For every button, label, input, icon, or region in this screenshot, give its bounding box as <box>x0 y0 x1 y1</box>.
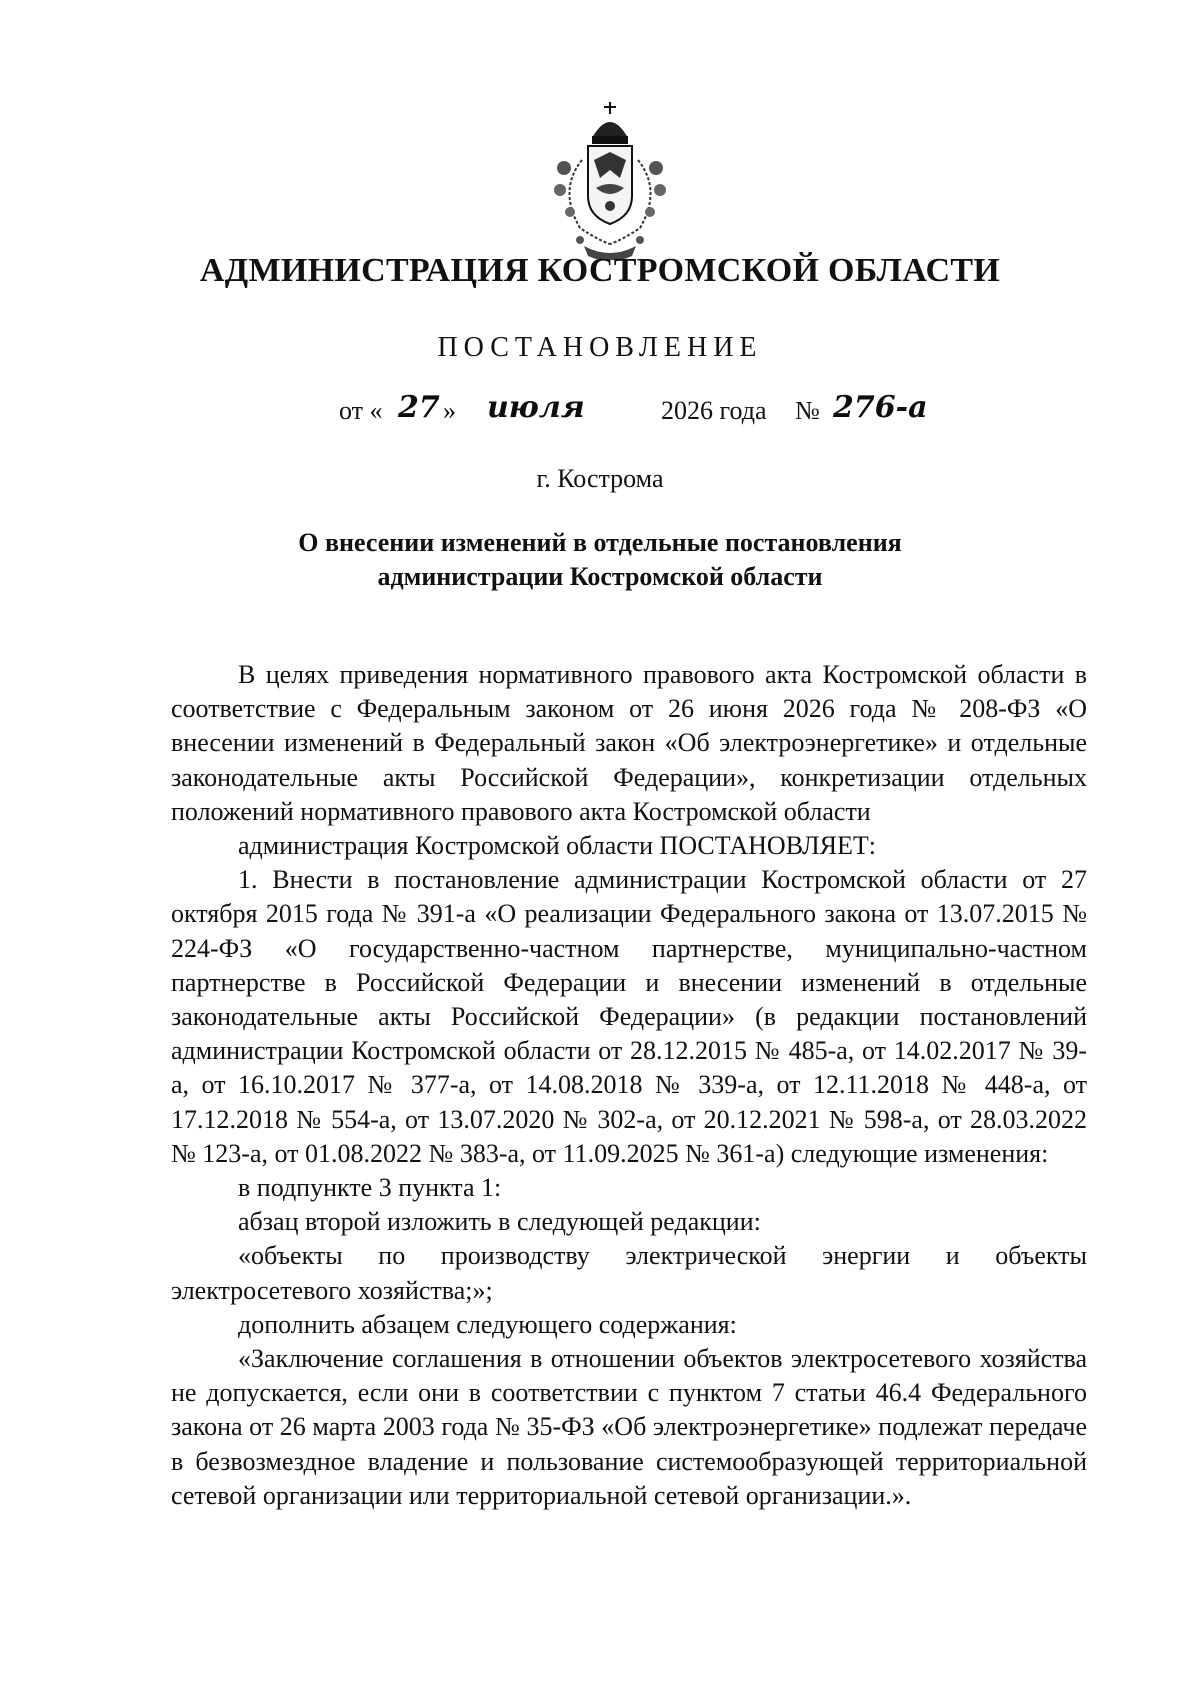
kostroma-coat-of-arms-icon <box>540 100 680 260</box>
body-paragraph: «объекты по производству электрической энергии и объекты электросетевого хозяйства;»; <box>171 1241 1087 1305</box>
body-paragraph: администрация Костромской области ПОСТАНОВЛЯЕТ: <box>238 831 877 861</box>
title-line-1: О внесении изменений в отдельные постановления <box>298 528 902 557</box>
body-paragraph: В целях приведения нормативного правового акта Костромской области в соответствие с Федеральным законом от 26 июня 2026 года № 208-ФЗ «О внесении изменений в Федеральный закон «Об электроэнергетике» и отдельные законодательные акты Российской Федерации», конкретизации отдельных положений нормативного правового акта Костромской области <box>171 660 1087 826</box>
body-paragraph: в подпункте 3 пункта 1: <box>238 1173 502 1203</box>
title-line-2: администрации Костромской области <box>377 562 823 591</box>
document-title <box>200 526 1000 594</box>
body-paragraph: абзац второй изложить в следующей редакции: <box>238 1207 761 1237</box>
organization-name: АДМИНИСТРАЦИЯ КОСТРОМСКОЙ ОБЛАСТИ <box>199 252 1001 289</box>
date-year: 2026 года <box>661 396 767 425</box>
body-paragraph: дополнить абзацем следующего содержания: <box>238 1309 737 1339</box>
date-prefix: от « <box>339 396 383 425</box>
document-type: ПОСТАНОВЛЕНИЕ <box>437 332 763 363</box>
date-day-handwritten: 27 <box>398 390 440 425</box>
number-label: № <box>795 396 820 425</box>
body-paragraph: 1. Внести в постановление администрации Костромской области от 27 октября 2015 года № 391-а «О реализации Федерального закона от 13.07.2015 № 224-ФЗ «О государственно-частном партнерстве, муниципально-частном партнерстве в Российской Федерации и внесении изменений в отдельные законодательные акты Российской Федерации» (в редакции постановлений администрации Костромской области от 28.12.2015 № 485-а, от 14.02.2017 № 39-а, от 16.10.2017 № 377-а, от 14.08.2018 № 339-а, от 12.11.2018 № 448-а, от 17.12.2018 № 554-а, от 13.07.2020 № 302-а, от 20.12.2021 № 598-а, от 28.03.2022 № 123-а, от 01.08.2022 № 383-а, от 11.09.2025 № 361-а) следующие изменения: <box>171 865 1087 1168</box>
document-number-handwritten: 276-а <box>833 390 928 425</box>
date-line <box>0 390 1200 440</box>
date-day-close-quote: » <box>443 396 456 425</box>
document-body <box>171 658 1087 1513</box>
body-paragraph: «Заключение соглашения в отношении объектов электросетевого хозяйства не допускается, если они в соответствии с пунктом 7 статьи 46.4 Федерального закона от 26 марта 2003 года № 35-ФЗ «Об электроэнергетике» подлежат передаче в безвозмездное владение и пользование системообразующей территориальной сетевой организации или территориальной сетевой организации.». <box>171 1344 1087 1510</box>
date-month-handwritten: июля <box>487 390 585 425</box>
city-line: г. Кострома <box>536 464 664 493</box>
